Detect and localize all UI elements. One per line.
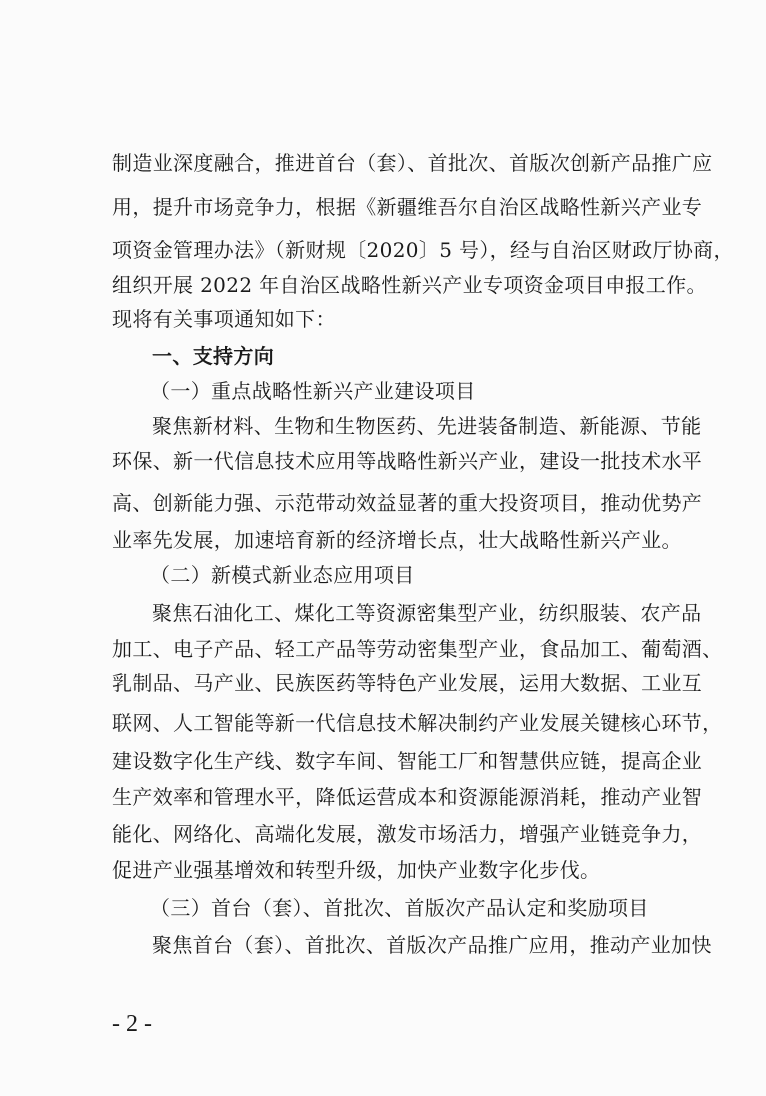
- subsection-heading-1: （一）重点战略性新兴产业建设项目: [150, 379, 476, 403]
- subsection-heading-2: （二）新模式新业态应用项目: [150, 563, 415, 587]
- sub2-line-7: 能化、网络化、高端化发展，激发市场活力，增强产业链竞争力，: [112, 822, 703, 846]
- intro-line-3: 项资金管理办法》（新财规〔2020〕5 号），经与自治区财政厅协商，: [112, 238, 734, 262]
- sub2-line-8: 促进产业强基增效和转型升级，加快产业数字化步伐。: [112, 858, 601, 882]
- sub2-line-1: 聚焦石油化工、煤化工等资源密集型产业，纺织服装、农产品: [152, 601, 702, 625]
- intro-line-4: 组织开展 2022 年自治区战略性新兴产业专项资金项目申报工作。: [112, 273, 707, 297]
- sub1-line-3: 高、创新能力强、示范带动效益显著的重大投资项目，推动优势产: [112, 491, 703, 515]
- sub3-line-1: 聚焦首台（套）、首批次、首版次产品推广应用，推动产业加快: [152, 933, 712, 957]
- intro-line-5: 现将有关事项通知如下：: [112, 307, 336, 331]
- sub1-line-2: 环保、新一代信息技术应用等战略性新兴产业，建设一批技术水平: [112, 449, 703, 473]
- sub1-line-4: 业率先发展，加速培育新的经济增长点，壮大战略性新兴产业。: [112, 528, 682, 552]
- sub1-line-1: 聚焦新材料、生物和生物医药、先进装备制造、新能源、节能: [152, 414, 702, 438]
- intro-line-2: 用，提升市场竞争力，根据《新疆维吾尔自治区战略性新兴产业专: [112, 195, 703, 219]
- sub2-line-5: 建设数字化生产线、数字车间、智能工厂和智慧供应链，提高企业: [112, 749, 703, 773]
- page-number: - 2 -: [112, 1011, 152, 1037]
- sub2-line-6: 生产效率和管理水平，降低运营成本和资源能源消耗，推动产业智: [112, 785, 703, 809]
- sub2-line-2: 加工、电子产品、轻工产品等劳动密集型产业，食品加工、葡萄酒、: [112, 637, 723, 661]
- section-heading-support-direction: 一、支持方向: [152, 344, 275, 368]
- sub2-line-3: 乳制品、马产业、民族医药等特色产业发展，运用大数据、工业互: [112, 671, 703, 695]
- sub2-line-4: 联网、人工智能等新一代信息技术解决制约产业发展关键核心环节，: [112, 711, 723, 735]
- intro-line-1: 制造业深度融合，推进首台（套）、首批次、首版次创新产品推广应: [112, 151, 713, 175]
- subsection-heading-3: （三）首台（套）、首批次、首版次产品认定和奖励项目: [150, 896, 649, 920]
